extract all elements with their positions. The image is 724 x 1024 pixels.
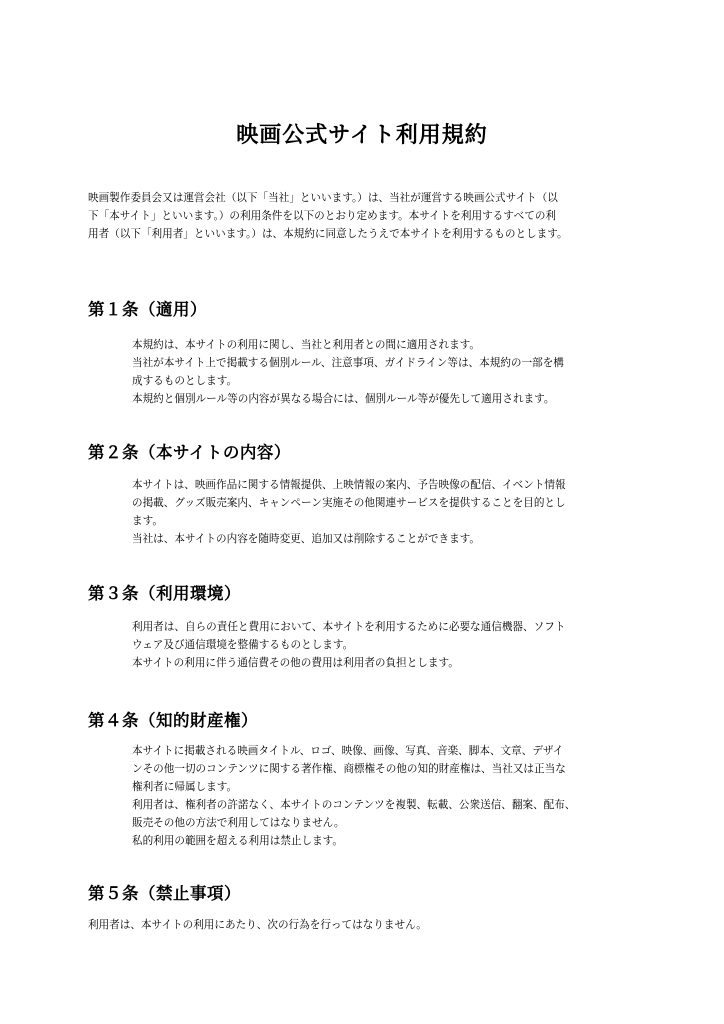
article-line: 本サイトは、映画作品に関する情報提供、上映情報の案内、予告映像の配信、イベント情報 (132, 479, 566, 491)
article-line: 販売その他の方法で利用してはなりません。 (132, 817, 345, 829)
intro-line: 映画製作委員会又は運営会社（以下「当社」といいます。）は、当社が運営する映画公式サイト（以 (88, 192, 558, 204)
article-line: 私的利用の範囲を超える利用は禁止します。 (132, 835, 344, 847)
document-title: 映画公式サイト利用規約 (236, 123, 488, 148)
intro-line: 用者（以下「利用者」といいます。）は、本規約に同意したうえで本サイトを利用するものとします。 (88, 228, 568, 240)
article-line: の掲載、グッズ販売案内、キャンペーン実施その他関連サービスを提供することを目的とし (132, 497, 566, 509)
article-3-body (132, 618, 652, 672)
article-4-heading: 第４条（知的財産権） (88, 711, 258, 730)
article-2-heading: 第２条（本サイトの内容） (88, 443, 291, 462)
article-line: 利用者は、権利者の許諾なく、本サイトのコンテンツを複製、転載、公衆送信、翻案、配布、 (132, 799, 576, 811)
article-line: 成するものとします。 (132, 375, 238, 387)
article-line: 当社が本サイト上で掲載する個別ルール、注意事項、ガイドライン等は、本規約の一部を構 (132, 357, 564, 369)
article-line: 本規約と個別ルール等の内容が異なる場合には、個別ルール等が優先して適用されます。 (132, 393, 555, 405)
article-1-heading: 第１条（適用） (88, 300, 207, 319)
article-3-heading: 第３条（利用環境） (88, 584, 241, 603)
article-line: 権利者に帰属します。 (132, 781, 238, 793)
article-line: ウェア及び通信環境を整備するものとします。 (132, 639, 354, 651)
article-2-body (132, 476, 652, 548)
article-line: 本サイトに掲載される映画タイトル、ロゴ、映像、画像、写真、音楽、脚本、文章、デザイ (132, 745, 564, 757)
article-line: 利用者は、本サイトの利用にあたり、次の行為を行ってはなりません。 (88, 919, 427, 931)
article-5-body (88, 916, 608, 934)
article-4-body (132, 742, 652, 850)
article-line: ます。 (132, 515, 163, 527)
article-1-body (132, 336, 652, 408)
article-line: ンその他一切のコンテンツに関する著作権、商標権その他の知的財産権は、当社又は正当な (132, 763, 566, 775)
article-line: 本サイトの利用に伴う通信費その他の費用は利用者の負担とします。 (132, 657, 459, 669)
article-line: 利用者は、自らの責任と費用において、本サイトを利用するために必要な通信機器、ソフト (132, 621, 566, 633)
intro-line: 下「本サイト」といいます。）の利用条件を以下のとおり定めます。本サイトを利用するすべての利 (88, 210, 557, 222)
intro-paragraph (88, 189, 648, 243)
article-line: 当社は、本サイトの内容を随時変更、追加又は削除することができます。 (132, 533, 481, 545)
article-5-heading: 第５条（禁止事項） (88, 884, 241, 903)
article-line: 本規約は、本サイトの利用に関し、当社と利用者との間に適用されます。 (132, 339, 481, 351)
